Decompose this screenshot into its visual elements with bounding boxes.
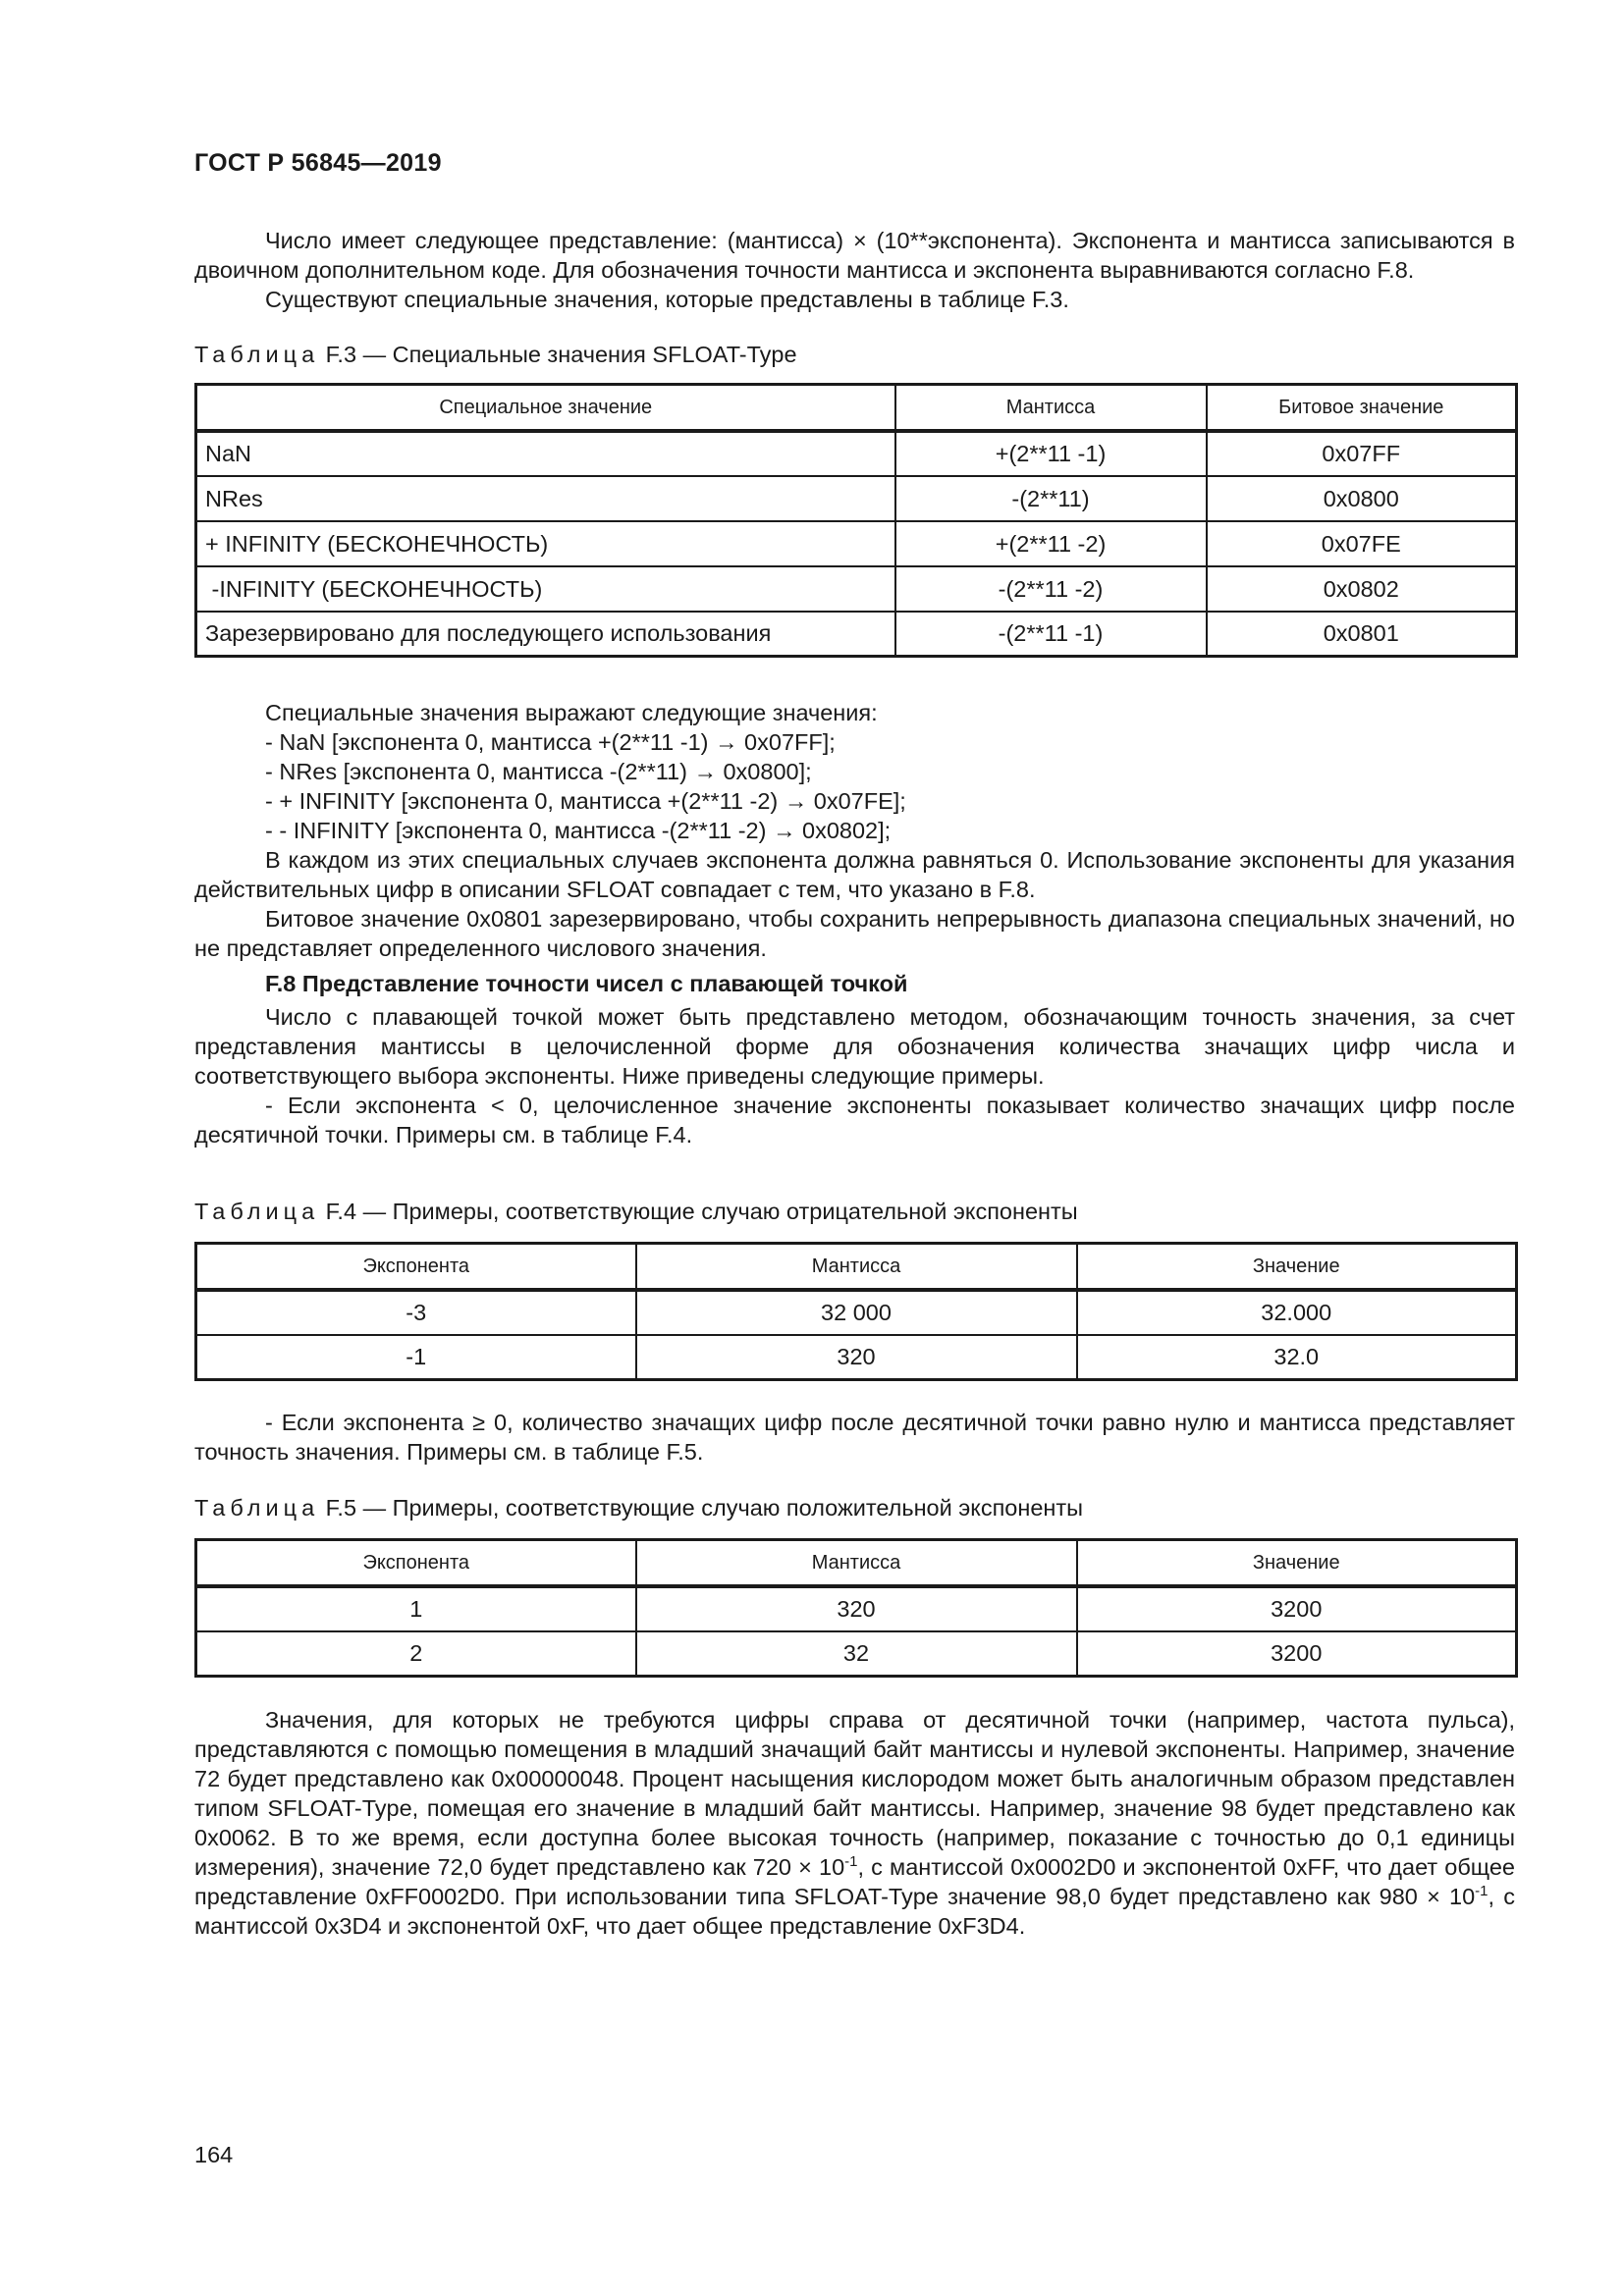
table-header-row <box>196 1244 1517 1290</box>
final-paragraph: Значения, для которых не требуются цифры справа от десятичной точки (например, частота пульса), представляются с помощью помещения в младший значащий байт мантиссы и нулевой экспоненты. Например, значение 72 будет представлено как 0x00000048. Процент насыщения кислородом может быть аналогичным образом представлен типом SFLOAT-Type, помещая его значение в младший байт мантиссы. Например, значение 98 будет представлено как 0x0062. В то же время, если доступна более высокая точность (например, показание с точностью до 0,1 единицы измерения), значение 72,0 будет представлено как $720 \times 10^{-1}$, с мантиссой 0x0002D0 и экспонентой 0xFF, что дает общее представление 0xFF0002D0. При использовании типа SFLOAT-Type значение 98,0 будет представлено как $980 \times 10^{-1}$, с мантиссой 0x3D4 и экспонентой 0xF, что дает общее представление 0xF3D4. <box>194 1707 1515 1939</box>
table-cell: -1 <box>196 1335 636 1380</box>
table-row <box>196 612 1517 657</box>
table-f4 <box>194 1242 1518 1381</box>
section-f8-paragraph-1: Число с плавающей точкой может быть представлено методом, обозначающим точность значения, за счет представления мантиссы в целочисленной форме для обозначения количества значащих цифр числа и соответствующего выбора экспоненты. Ниже приведены следующие примеры. <box>194 1004 1515 1089</box>
section-f8-paragraph-2: - Если экспонента < 0, целочисленное значение экспоненты показывает количество значащих цифр после десятичной точки. Примеры см. в таблице F.4. <box>194 1093 1515 1148</box>
table-cell: +(2**11 -1) <box>895 431 1207 476</box>
page-number: 164 <box>194 2142 234 2167</box>
column-header: Экспонента <box>196 1244 636 1290</box>
section-f8-heading: F.8 Представление точности чисел с плавающей точкой <box>265 971 908 996</box>
column-header: Значение <box>1077 1244 1517 1290</box>
list-item: - - INFINITY [экспонента 0, мантисса -(2**11 -2) → 0x0802]; <box>265 818 892 843</box>
table-cell: 3200 <box>1077 1631 1517 1677</box>
table-f5 <box>194 1538 1518 1678</box>
special-values-block <box>194 698 1515 1149</box>
document-header: ГОСТ Р 56845—2019 <box>194 149 442 177</box>
column-header: Мантисса <box>895 385 1207 431</box>
table-cell: 320 <box>636 1586 1077 1631</box>
table-row <box>196 431 1517 476</box>
table-cell: NRes <box>196 476 895 521</box>
table-f5-caption: Таблица F.5 — Примеры, соответствующие случаю положительной экспоненты <box>194 1495 1084 1521</box>
table-row <box>196 566 1517 612</box>
table-cell: -(2**11) <box>895 476 1207 521</box>
table-row <box>196 1631 1517 1677</box>
final-block <box>194 1705 1515 1941</box>
special-list <box>194 727 1515 845</box>
exponent-paragraph: В каждом из этих специальных случаев экспонента должна равняться 0. Использование экспоненты для указания действительных цифр в описании SFLOAT совпадает с тем, что указано в F.8. <box>194 847 1515 902</box>
table-cell: 320 <box>636 1335 1077 1380</box>
table-cell: Зарезервировано для последующего использования <box>196 612 895 657</box>
table-cell: NaN <box>196 431 895 476</box>
table-cell: 32 <box>636 1631 1077 1677</box>
table-row <box>196 1290 1517 1335</box>
table-header-row <box>196 385 1517 431</box>
column-header: Экспонента <box>196 1540 636 1586</box>
table-cell: -(2**11 -1) <box>895 612 1207 657</box>
table-cell: 32 000 <box>636 1290 1077 1335</box>
table-header-row <box>196 1540 1517 1586</box>
list-item: - NaN [экспонента 0, мантисса +(2**11 -1) → 0x07FF]; <box>265 729 836 755</box>
table-row <box>196 476 1517 521</box>
table-f5-block <box>194 1493 1515 1678</box>
table-cell: +(2**11 -2) <box>895 521 1207 566</box>
list-item: - + INFINITY [экспонента 0, мантисса +(2**11 -2) → 0x07FE]; <box>265 788 906 814</box>
table-cell: -(2**11 -2) <box>895 566 1207 612</box>
special-intro: Специальные значения выражают следующие значения: <box>265 700 878 725</box>
column-header: Битовое значение <box>1207 385 1517 431</box>
table-row <box>196 521 1517 566</box>
table-cell: -INFINITY (БЕСКОНЕЧНОСТЬ) <box>196 566 895 612</box>
reserved-paragraph: Битовое значение 0x0801 зарезервировано, чтобы сохранить непрерывность диапазона специальных значений, но не представляет определенного числового значения. <box>194 906 1515 961</box>
table-cell: 32.000 <box>1077 1290 1517 1335</box>
table-cell: -3 <box>196 1290 636 1335</box>
table-f4-caption: Таблица F.4 — Примеры, соответствующие случаю отрицательной экспоненты <box>194 1199 1078 1224</box>
table-cell: 0x0802 <box>1207 566 1517 612</box>
intro-paragraph-1: Число имеет следующее представление: (мантисса) × (10**экспонента). Экспонента и мантисса записываются в двоичном дополнительном коде. Для обозначения точности мантисса и экспонента выравниваются согласно F.8. <box>194 228 1515 283</box>
table-cell: 1 <box>196 1586 636 1631</box>
table-cell: 2 <box>196 1631 636 1677</box>
table-cell: 0x07FE <box>1207 521 1517 566</box>
table-cell: 32.0 <box>1077 1335 1517 1380</box>
table-f3-block <box>194 340 1515 658</box>
table-cell: 0x07FF <box>1207 431 1517 476</box>
positive-exponent-paragraph: - Если экспонента ≥ 0, количество значащих цифр после десятичной точки равно нулю и мантисса представляет точность значения. Примеры см. в таблице F.5. <box>194 1410 1515 1465</box>
table-cell: + INFINITY (БЕСКОНЕЧНОСТЬ) <box>196 521 895 566</box>
column-header: Специальное значение <box>196 385 895 431</box>
table-row <box>196 1586 1517 1631</box>
column-header: Мантисса <box>636 1244 1077 1290</box>
table-f3-caption: Таблица F.3 — Специальные значения SFLOAT-Type <box>194 342 797 367</box>
table-row <box>196 1335 1517 1380</box>
table-cell: 0x0800 <box>1207 476 1517 521</box>
intro-paragraph-2: Существуют специальные значения, которые представлены в таблице F.3. <box>265 287 1069 312</box>
table-f3 <box>194 383 1518 658</box>
table-cell: 3200 <box>1077 1586 1517 1631</box>
column-header: Мантисса <box>636 1540 1077 1586</box>
intro-block <box>194 226 1515 314</box>
table-cell: 0x0801 <box>1207 612 1517 657</box>
table-f4-block <box>194 1197 1515 1381</box>
between-block <box>194 1408 1515 1467</box>
column-header: Значение <box>1077 1540 1517 1586</box>
list-item: - NRes [экспонента 0, мантисса -(2**11) → 0x0800]; <box>265 759 812 784</box>
